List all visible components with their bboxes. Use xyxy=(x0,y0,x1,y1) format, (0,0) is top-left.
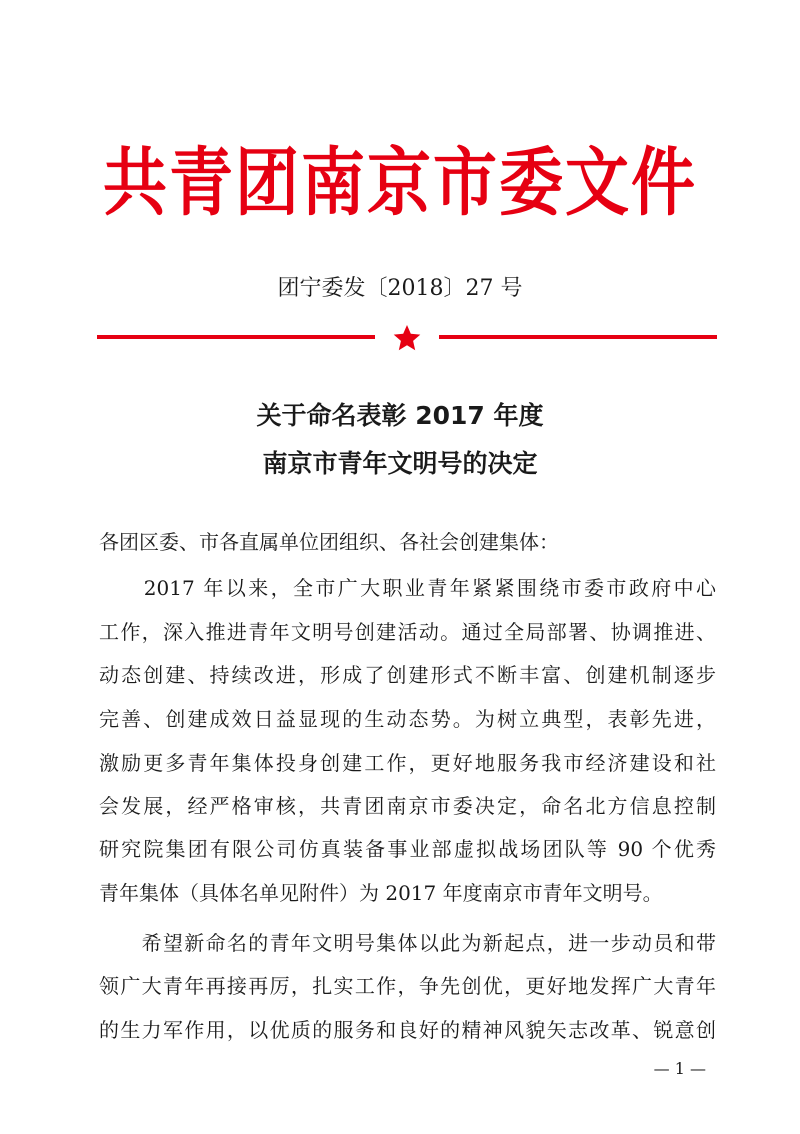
body-line: 激励更多青年集体投身创建工作，更好地服务我市经济建设和社 xyxy=(99,751,716,775)
body-line: 研究院集团有限公司仿真装备事业部虚拟战场团队等 90 个优秀 xyxy=(99,837,716,861)
page-number: — 1 — xyxy=(653,1059,706,1078)
body-line: 2017 年以来，全市广大职业青年紧紧围绕市委市政府中心 xyxy=(99,576,716,600)
body-line: 会发展，经严格审核，共青团南京市委决定，命名北方信息控制 xyxy=(99,794,716,818)
star-icon xyxy=(394,325,421,350)
body-line: 完善、创建成效日益显现的生动态势。为树立典型，表彰先进， xyxy=(99,707,716,731)
body-line: 工作，深入推进青年文明号创建活动。通过全局部署、协调推进、 xyxy=(99,620,716,644)
body-line: 领广大青年再接再厉，扎实工作，争先创优，更好地发挥广大青年 xyxy=(99,974,716,998)
body-line: 青年集体（具体名单见附件）为 2017 年度南京市青年文明号。 xyxy=(99,881,663,905)
divider-line-left xyxy=(97,335,375,339)
document-number: 团宁委发〔2018〕27 号 xyxy=(277,276,523,301)
red-divider xyxy=(97,322,717,352)
divider-line-right xyxy=(439,335,717,339)
addressee: 各团区委、市各直属单位团组织、各社会创建集体： xyxy=(99,530,559,554)
body-line: 的生力军作用，以优质的服务和良好的精神风貌矢志改革、锐意创 xyxy=(99,1018,716,1042)
document-title-line-2: 南京市青年文明号的决定 xyxy=(262,449,538,478)
document-title-line-1: 关于命名表彰 2017 年度 xyxy=(256,401,544,430)
body-line: 动态创建、持续改进，形成了创建形式不断丰富、创建机制逐步 xyxy=(99,663,716,687)
document-header-title: 共青团南京市委文件 xyxy=(103,141,697,227)
body-line: 希望新命名的青年文明号集体以此为新起点，进一步动员和带 xyxy=(99,931,716,955)
